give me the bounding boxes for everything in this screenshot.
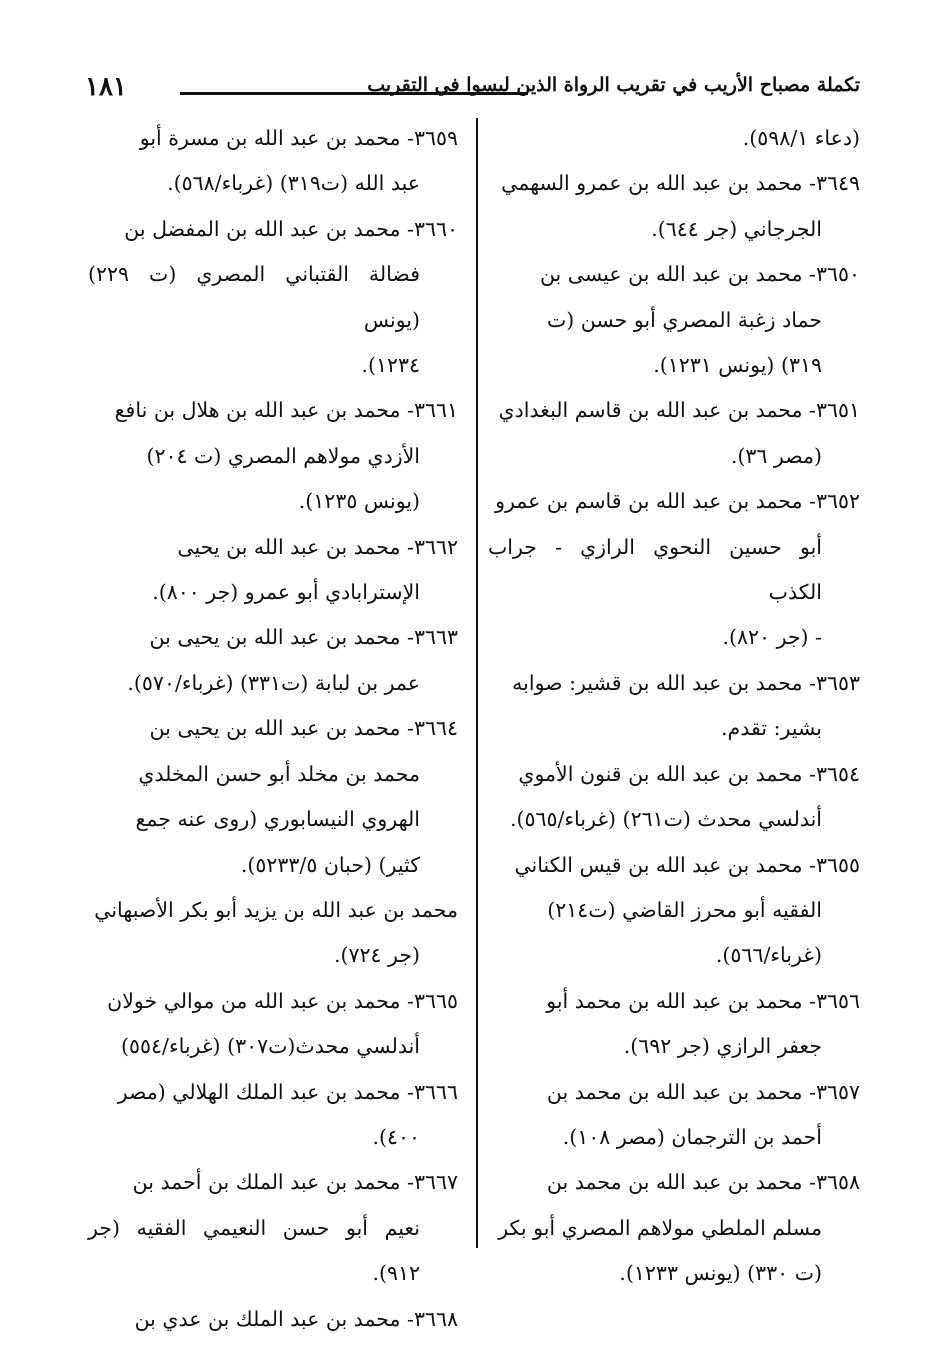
entry-first-line: ٣٦٦٤- محمد بن عبد الله بن يحيى بن (149, 716, 458, 741)
entry-continuation-line: - (جر ٨٢٠). (722, 625, 822, 650)
entry-continuation-line: جعفر الرازي (جر ٦٩٢). (623, 1034, 822, 1059)
entry-first-line: ٣٦٥٩- محمد بن عبد الله بن مسرة أبو (139, 126, 458, 150)
entry-first-line: ٣٦٥٤- محمد بن عبد الله بن قنون الأموي (518, 761, 860, 786)
biography-entry (488, 661, 860, 752)
running-title: تكملة مصباح الأريب في تقريب الرواة الذين ليسوا في التقريب (367, 74, 860, 96)
entry-continuation-line: أندلسي محدث(ت٣٠٧) (غرباء/٥٥٤) (120, 1034, 420, 1059)
biography-entry (488, 1160, 860, 1296)
biography-entry (488, 479, 860, 661)
biography-entry (88, 1297, 458, 1342)
biography-entry (488, 388, 860, 479)
entry-continuation-line: فضالة القتباني المصري (ت ٢٢٩) (يونس (88, 262, 420, 332)
entry-continuation-line: أبو حسين النحوي الرازي - جراب الكذب (488, 534, 822, 605)
entry-continuation-line: ١٢٣٤). (361, 353, 420, 378)
biography-entry (488, 752, 860, 843)
entry-first-line: ٣٦٥٨- محمد بن عبد الله بن محمد بن (546, 1170, 860, 1195)
biography-entry (88, 207, 458, 389)
biography-entry (88, 1160, 458, 1296)
entry-first-line: ٣٦٦٨- محمد بن عبد الملك بن عدي بن (134, 1306, 458, 1331)
entry-continuation-line: الجرجاني (جر ٦٤٤). (651, 216, 822, 241)
entry-first-line: ٣٦٦٦- محمد بن عبد الملك الهلالي (مصر (117, 1079, 458, 1104)
entry-continuation-line: محمد بن مخلد أبو حسن المخلدي (138, 761, 420, 786)
entry-continuation-line: كثير) (حبان ٥٢٣٣/٥). (240, 852, 420, 877)
biography-entry (488, 161, 860, 252)
entry-first-line: ٣٦٥٣- محمد بن عبد الله بن قشير: صوابه (512, 670, 860, 695)
entry-continuation-line: أندلسي محدث (ت٢٦١) (غرباء/٥٦٥). (509, 807, 822, 832)
entry-continuation-line: حماد زغبة المصري أبو حسن (ت (546, 307, 822, 332)
entry-first-line: ٣٦٥٢- محمد بن عبد الله بن قاسم بن عمرو (495, 489, 860, 514)
entry-continuation-line: الأزدي مولاهم المصري (ت ٢٠٤) (146, 443, 420, 468)
biography-entry (88, 1070, 458, 1161)
biography-entry (488, 843, 860, 979)
entry-continuation-line: الهروي النيسابوري (روى عنه جمع (135, 807, 420, 832)
entry-first-line: ٣٦٦٣- محمد بن عبد الله بن يحيى بن (149, 625, 458, 650)
entry-first-line: ٣٦٦٧- محمد بن عبد الملك بن أحمد بن (132, 1170, 458, 1195)
page-number: ١٨١ (85, 72, 127, 102)
entry-first-line: ٣٦٤٩- محمد بن عبد الله بن عمرو السهمي (501, 171, 860, 196)
entry-first-line: ٣٦٥٦- محمد بن عبد الله بن محمد أبو (546, 988, 860, 1013)
entry-first-line: ٣٦٦٢- محمد بن عبد الله بن يحيى (177, 534, 458, 559)
entry-first-line: ٣٦٥١- محمد بن عبد الله بن قاسم البغدادي (498, 398, 860, 423)
entry-continuation-line: عبد الله (ت٣١٩) (غرباء/٥٦٨). (167, 171, 420, 196)
biography-entry (488, 979, 860, 1070)
entry-continuation-line: مسلم الملطي مولاهم المصري أبو بكر (498, 1215, 822, 1240)
biography-entry (88, 525, 458, 616)
entry-continuation-line: الفقيه أبو محرز القاضي (ت٢١٤) (547, 897, 822, 922)
entry-continuation-line: (يونس ١٢٣٥). (298, 489, 420, 514)
biography-entry (88, 888, 458, 979)
entry-continuation-line: (غرباء/٥٦٦). (715, 943, 822, 968)
left-column (88, 116, 458, 1342)
biography-entry (88, 706, 458, 888)
biography-entry (88, 388, 458, 524)
entry-first-line: ٣٦٦٥- محمد بن عبد الله من موالي خولان (107, 988, 458, 1013)
entry-continuation-line: بشير: تقدم. (721, 716, 822, 741)
biography-entry (88, 979, 458, 1070)
entry-continuation-line: (مصر ٣٦). (730, 443, 822, 468)
entry-continuation-line: نعيم أبو حسن النعيمي الفقيه (جر ٩١٢). (88, 1215, 420, 1286)
biography-entry (488, 252, 860, 388)
entry-continuation-line: أحمد بن الترجمان (مصر ١٠٨). (562, 1124, 822, 1149)
entry-first-line: ٣٦٦٠- محمد بن عبد الله بن المفضل بن (124, 216, 458, 241)
entry-first-line: (دعاء ٥٩٨/١). (742, 126, 860, 150)
entry-first-line: ٣٦٦١- محمد بن عبد الله بن هلال بن نافع (114, 398, 458, 423)
entry-first-line: محمد بن عبد الله بن يزيد أبو بكر الأصبهاني (94, 897, 458, 922)
biography-entry (488, 1070, 860, 1161)
biography-entry (88, 116, 458, 207)
entry-continuation-line: عمر بن لبابة (ت٣٣١) (غرباء/٥٧٠). (127, 670, 420, 695)
right-column (488, 116, 860, 1297)
page-header (85, 72, 860, 108)
entry-continuation-line: الإسترابادي أبو عمرو (جر ٨٠٠). (152, 580, 420, 605)
column-divider (476, 118, 478, 1248)
entry-continuation-line: (ت ٣٣٠) (يونس ١٢٣٣). (619, 1261, 822, 1286)
biography-entry (88, 615, 458, 706)
entry-continuation-line: ٣١٩) (يونس ١٢٣١). (653, 353, 822, 378)
entry-continuation-line: (جر ٧٢٤). (333, 943, 420, 968)
biography-entry (488, 116, 860, 161)
entry-first-line: ٣٦٥٠- محمد بن عبد الله بن عيسى بن (539, 262, 860, 287)
entry-first-line: ٣٦٥٥- محمد بن عبد الله بن قيس الكناني (514, 852, 860, 877)
entry-continuation-line: ٤٠٠). (372, 1124, 420, 1149)
entry-first-line: ٣٦٥٧- محمد بن عبد الله بن محمد بن (546, 1079, 860, 1104)
